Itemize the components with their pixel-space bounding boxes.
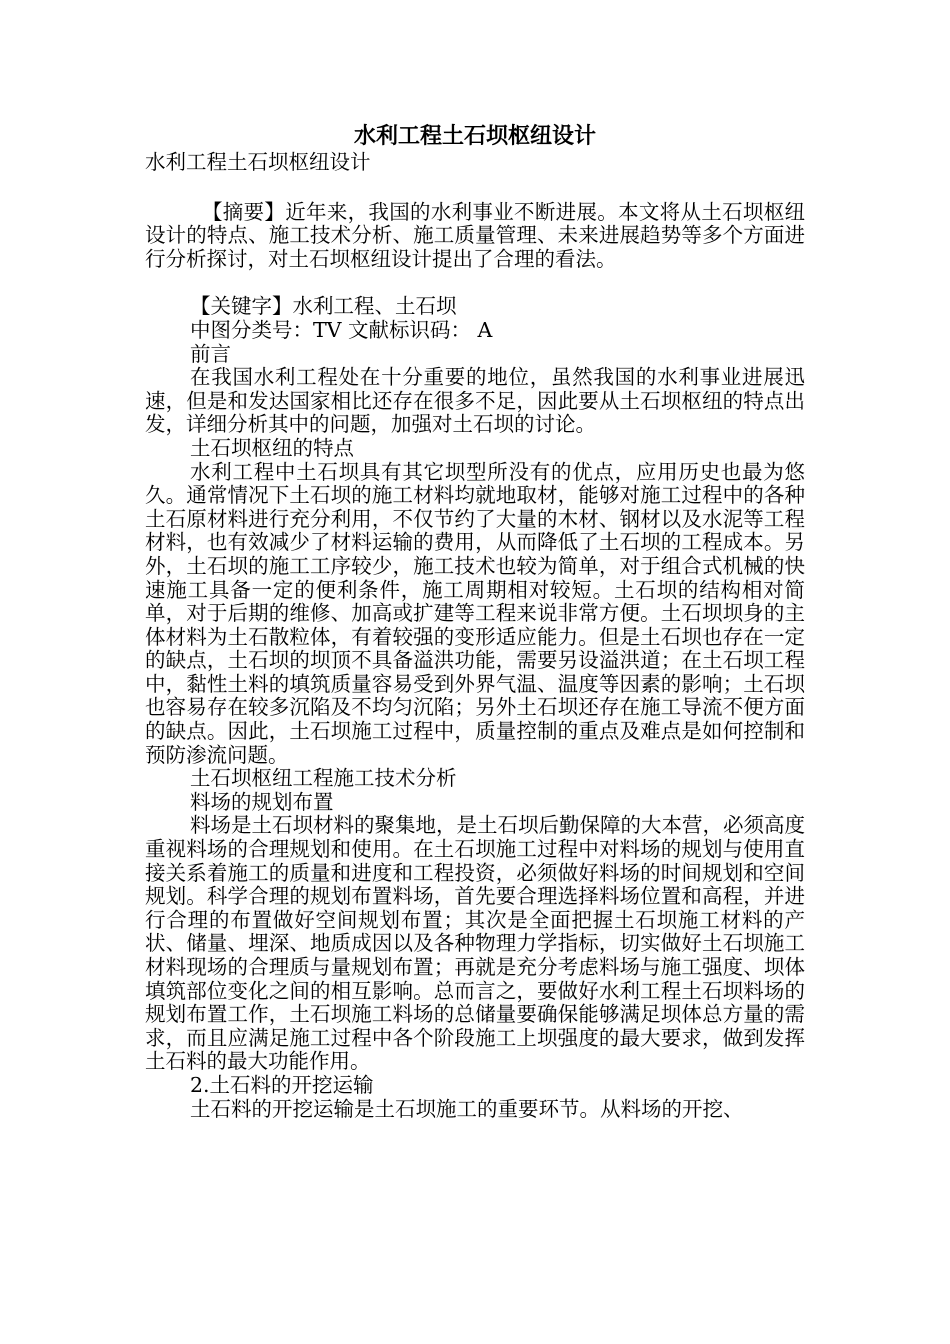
subsection-heading-stockyard: 料场的规划布置 (190, 789, 334, 814)
body-paragraph: 土石料的开挖运输是土石坝施工的重要环节。从料场的开挖、 (190, 1096, 744, 1121)
document-title: 水利工程土石坝枢纽设计 (353, 124, 596, 149)
document-subtitle: 水利工程土石坝枢纽设计 (145, 150, 371, 174)
body-paragraph: 水利工程中土石坝具有其它坝型所没有的优点，应用历史也最为悠久。通常情况下土石坝的施工材料均就地取材，能够对施工过程中的各种土石原材料进行充分利用，不仅节约了大量的木材、钢材以及水泥等工程材料，也有效减少了材料运输的费用，从而降低了土石坝的工程成本。另外，土石坝的施工工序较少，施工技术也较为简单，对于组合式机械的快速施工具备一定的便利条件，施工周期相对较短。土石坝的结构相对简单，对于后期的维修、加高或扩建等工程来说非常方便。土石坝坝身的主体材料为土石散粒体，有着较强的变形适应能力。但是土石坝也存在一定的缺点，土石坝的坝顶不具备溢洪功能，需要另设溢洪道；在土石坝工程中，黏性土料的填筑质量容易受到外界气温、温度等因素的影响；土石坝也容易存在较多沉陷及不均匀沉陷；另外土石坝还存在施工导流不便方面的缺点。因此，土石坝施工过程中，质量控制的重点及难点是如何控制和预防渗流问题。 (145, 459, 805, 767)
section-heading-features: 土石坝枢纽的特点 (190, 435, 354, 460)
section-heading-preface: 前言 (190, 341, 231, 366)
subsection-heading-excavation: 2.土石料的开挖运输 (190, 1072, 374, 1097)
section-heading-construction: 土石坝枢纽工程施工技术分析 (190, 766, 457, 791)
body-paragraph: 料场是土石坝材料的聚集地，是土石坝后勤保障的大本营，必须高度重视料场的合理规划和使用。在土石坝施工过程中对料场的规划与使用直接关系着施工的质量和进度和工程投资，必须做好料场的时间规划和空间规划。科学合理的规划布置料场，首先要合理选择料场位置和高程，并进行合理的布置做好空间规划布置；其次是全面把握土石坝施工材料的产状、储量、埋深、地质成因以及各种物理力学指标，切实做好土石坝施工材料现场的合理质与量规划布置；再就是充分考虑料场与施工强度、坝体填筑部位变化之间的相互影响。总而言之，要做好水利工程土石坝料场的规划布置工作，土石坝施工料场的总储量要确保能够满足坝体总方量的需求，而且应满足施工过程中各个阶段施工上坝强度的最大要求，做到发挥土石料的最大功能作用。 (145, 813, 805, 1074)
abstract-paragraph: 【摘要】近年来，我国的水利事业不断进展。本文将从土石坝枢纽设计的特点、施工技术分析、施工质量管理、未来进展趋势等多个方面进行分析探讨，对土石坝枢纽设计提出了合理的看法。 (145, 199, 805, 271)
document-body (145, 151, 805, 1121)
classification-line: 中图分类号：TV 文献标识码： A (190, 317, 493, 342)
keywords-line: 【关键字】水利工程、土石坝 (190, 294, 457, 319)
body-paragraph: 在我国水利工程处在十分重要的地位，虽然我国的水利事业进展迅速，但是和发达国家相比还存在很多不足，因此要从土石坝枢纽的特点出发，详细分析其中的问题，加强对土石坝的讨论。 (145, 365, 805, 437)
